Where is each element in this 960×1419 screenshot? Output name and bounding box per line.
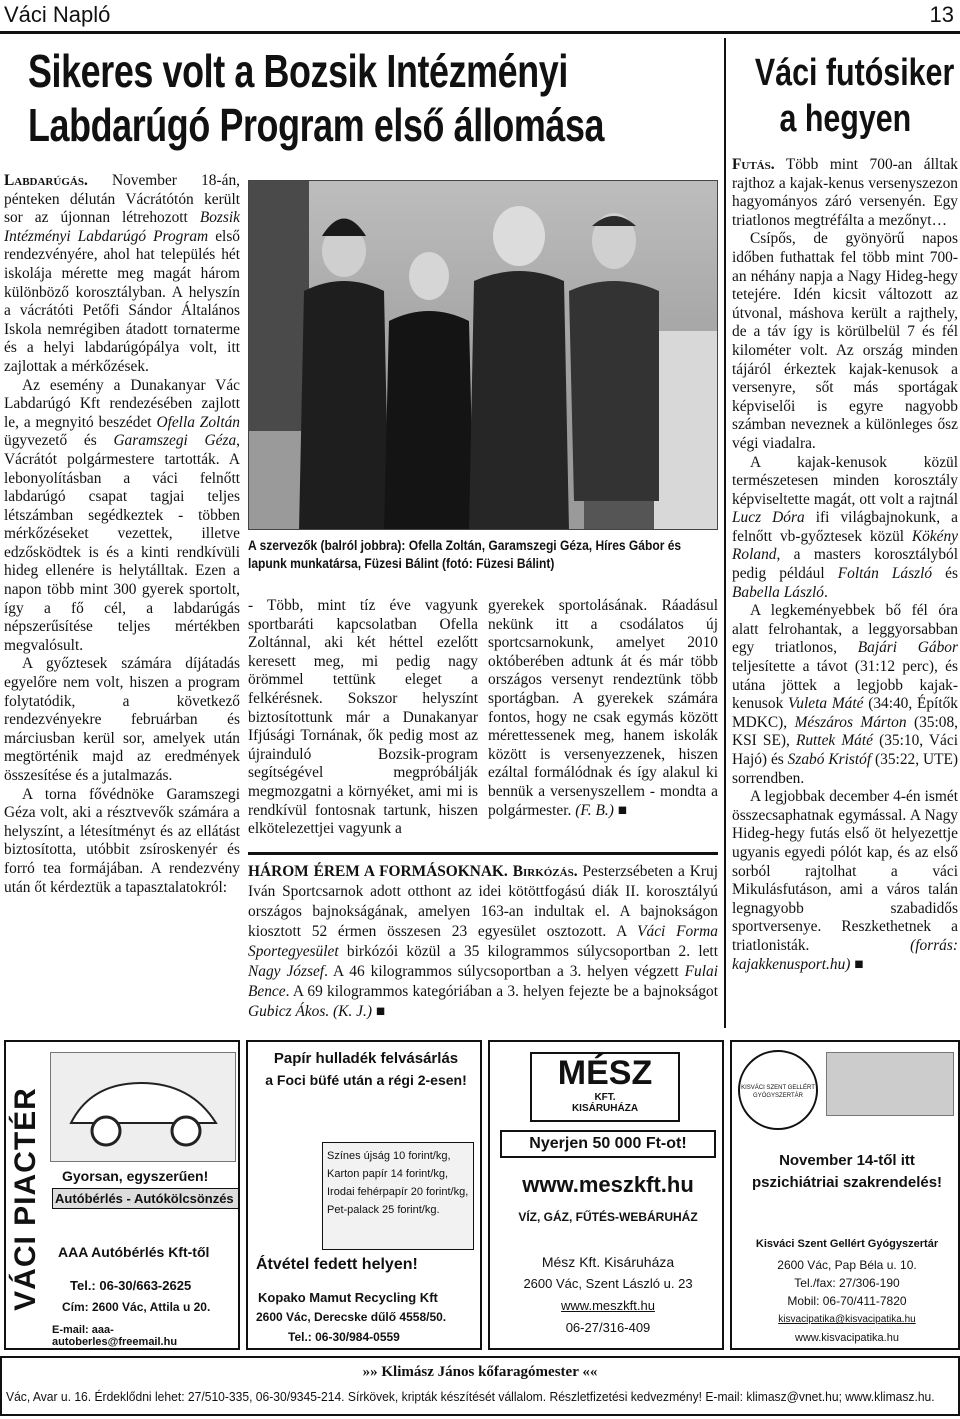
- article-paragraph: Az esemény a Dunakanyar Vác Labdarúgó Kft rendezésében zajlott le, a megnyitó beszédet Ofella Zoltán ügyvezető és Garamszegi Géza, Vácrátót polgármestere tartották. A lebonyolításban a váci felnőtt labdarúgó csapat tagjai teljes létszámban segédkeztek - többen mérkőzéseket vezettek, illetve edzősködtek is és a kinti rendkívüli hideg ellenére is helytálltak. Ezen a napon több mint 300 gyerek sportolt, így a fő cél, a labdarúgás népszerűsítése teljes mértékben megvalósult.: [4, 376, 241, 654]
- ad-pharmacy: KISVÁCI SZENT GELLÉRT GYÓGYSZERTÁR November 14-től itt pszichiátriai szakrendelés! Kisváci Szent Gellért Gyógyszertár 2600 Vác, Pap Béla u. 10. Tel./fax: 27/306-190 Mobil: 06-70/411-7820 kisvacipatika@kisvacipatika.hu www.kisvacipatika.hu: [730, 1040, 960, 1350]
- side-headline: Váci futósiker a hegyen: [754, 52, 955, 140]
- price-list: Színes újság 10 forint/kg, Karton papír 14 forint/kg, Irodai fehérpapír 20 forint/kg, Pet-palack 25 forint/kg.: [322, 1142, 474, 1250]
- ad-klimasz: »» Klimász János kőfaragómester «« Vác, Avar u. 16. Érdeklődni lehet: 27/510-335, 06-30/9345-214. Sírkövek, kripták készítését vállalom. Részletfizetési kedvezmény! E-mail: klimasz@vnet.hu; www.klimasz.hu.: [0, 1356, 960, 1416]
- quote-column-1: - Több, mint tíz éve vagyunk sportbaráti kapcsolatban Ofella Zoltánnal, aki két héttel ezelőtt keresett meg, mi pedig nagy örömmel tettünk eleget a felkérésnek. Sokszor helyszínt biztosítottunk már a Dunakanyar Ifjúsági Tornának, ők pedig most az újrainduló Bozsik-program segítségével megpróbálják megmozgatni a környéket, ami mi is rendkívül fontosnak tartunk, hiszen elkötelezettjei vagyunk a: [248, 597, 478, 838]
- article-headline: Sikeres volt a Bozsik Intézményi Labdarúgó Program első állomása: [28, 45, 605, 151]
- article-paragraph: A torna fővédnöke Garamszegi Géza volt, aki a résztvevők számára a helyszínt, a létesítményt és az ellátást biztosította, utóbbit zsíroskenyér és forró tea formájában. A rendezvény után őt kérdeztük a tapasztalatokról:: [4, 785, 240, 896]
- page-header: [0, 0, 960, 34]
- photo-illustration: [249, 181, 718, 530]
- end-mark: ■: [375, 1003, 386, 1020]
- publication-name: Váci Napló: [4, 2, 111, 27]
- quote-column-2: gyerekek sportolásának. Ráadásul nekünk itt a csodálatos új sportcsarnokunk, amelyet 2010 októberében adtunk át és már több országos versenyt rendeztünk több sportágban. A gyerekek számára fontos, hogy ne csak egymás között mérettessenek meg, hanem iskolák között is versenyezzenek, hiszen ezáltal formálódnak és így alakul ki bennük a versenyszellem - mondta a polgármester. (F. B.) ■: [488, 597, 718, 819]
- article-column-left: [4, 172, 240, 897]
- car-illustration: [50, 1052, 236, 1162]
- section-divider: [248, 852, 718, 855]
- end-mark: ■: [854, 955, 864, 973]
- piacter-side-title: VÁCI PIACTÉR: [9, 1087, 42, 1311]
- column-rule: [724, 38, 726, 1028]
- ad-mesz: MÉSZ KFT. KISÁRUHÁZA Nyerjen 50 000 Ft-ot! www.meszkft.hu VÍZ, GÁZ, FŰTÉS-WEBÁRUHÁZ Mész Kft. Kisáruháza 2600 Vác, Szent László u. 23 www.meszkft.hu 06-27/316-409: [488, 1040, 724, 1350]
- mesz-logo: MÉSZ KFT. KISÁRUHÁZA: [530, 1052, 680, 1122]
- pharmacy-building-image: [826, 1052, 954, 1116]
- organizers-photo: [248, 180, 718, 530]
- article-paragraph: Labdarúgás. November 18-án, pénteken délután Vácrátótón került sor az újonnan létrehozott Bozsik Intézményi Labdarúgó Program első rendezvényére, ahol hat település hét iskolája mérette meg magát három különböző korosztályban. A helyszín a vácrátóti Petőfi Sándor Általános Iskola nemrégiben átadott tornaterme és a helyi labdarúgópálya volt, itt zajlottak a mérkőzések.: [4, 172, 240, 375]
- pharmacy-seal-icon: KISVÁCI SZENT GELLÉRT GYÓGYSZERTÁR: [738, 1050, 818, 1130]
- car-icon: [51, 1053, 235, 1161]
- photo-caption: A szervezők (balról jobbra): Ofella Zoltán, Garamszegi Géza, Híres Gábor és lapunk munkatársa, Füzesi Bálint (fotó: Füzesi Bálint): [248, 537, 682, 571]
- side-article: Futás. Több mint 700-an álltak rajthoz a kajak-kenus versenyszezon hagyományos záró versenyén. Egy triatlonos megtréfálta a mezőnyt… Csípős, de gyönyörű napos időben futhattak fel több mint 700-an néhány napja a Nagy Hideg-hegy tetejére. Idén kicsit változott az útvonal, máshova került a rajthely, de a táv így is körülbelül 7 és fél kilométer volt. Az ország minden tájáról érkeztek kajak-kenusok a versenyre, sőt más sportágak képviselői is egyre nagyobb számban neveznek a különleges ősz végi viadalra. A kajak-kenusok közül természetesen minden korosztály képviseltette magát, ott volt a rajtnál Lucz Dóra ifi világbajnokunk, a felnőtt vb-győztesek közül Kökény Roland, a masters korosztályból pedig például Foltán László és Babella László. A legkeményebbek bő fél óra alatt felrohantak, a leggyorsabban egy triatlonos, Bajári Gábor teljesítette a távot (31:12 perc), és utána jöttek a legjobb kajak-kenusok Vuleta Máté (34:40, Építők MDKC), Mészáros Márton (35:08, KSI SE), Ruttek Máté (35:10, Váci Hajó) és Szabó Kristóf (35:22, UTE) sorrendben. A legjobbak december 4-én ismét összecsaphatnak egymással. A Nagy Hideg-hegy futás első öt helyezettje ugyanis egyedi pólót kap, és az első sorból rajtolhat a váci Mikulásfutáson, ami a város talán legnagyobb szabadidős sportversenye. Reszkethetnek a triatlonisták. (forrás: kajakkenusport.hu) ■: [732, 156, 959, 973]
- end-mark: ■: [617, 801, 627, 819]
- ad-piacter: VÁCI PIACTÉR Gyorsan, egyszerűen! Autóbérlés - Autókölcsönzés AAA Autóbérlés Kft-től Tel.: 06-30/663-2625 Cím: 2600 Vác, Attila u 20. E-mail: aaa-autoberles@freemail.hu: [4, 1040, 240, 1350]
- brief-wrestling: HÁROM ÉREM A FORMÁSOKNAK. Birkózás. Pesterzsébeten a Kruj Iván Sportcsarnok adott otthont az idei kötöttfogású diák II. korosztályú országos bajnokságának, amelyen 163-an indultak el. A bajnokságon kiosztott 52 érmen összesen 23 egyesület osztozott. A Váci Forma Sportegyesület birkózói közül a 35 kilogrammos súlycsoportban 2. lett Nagy József. A 46 kilogrammos súlycsoportban a 3. helyen végzett Fulai Bence. A 69 kilogrammos kategóriában a 3. helyen fejezte be a bajnokságot Gubicz Ákos. (K. J.) ■: [248, 863, 719, 1020]
- article-paragraph: A győztesek számára díjátadás egyelőre nem volt, hiszen a program folytatódik, a következő rendezvényekre februárban és márciusban kerül sor, amelyek után megtörténik majd az eredmények összesítése és a jutalmazás.: [4, 655, 240, 784]
- page-number: 13: [929, 2, 954, 27]
- ad-paper-recycling: Papír hulladék felvásárlás a Foci büfé után a régi 2-esen! Színes újság 10 forint/kg, Karton papír 14 forint/kg, Irodai fehérpapír 20 forint/kg, Pet-palack 25 forint/kg. Átvétel fedett helyen! Kopako Mamut Recycling Kft 2600 Vác, Derecske dűlő 4558/50. Tel.: 06-30/984-0559: [246, 1040, 482, 1350]
